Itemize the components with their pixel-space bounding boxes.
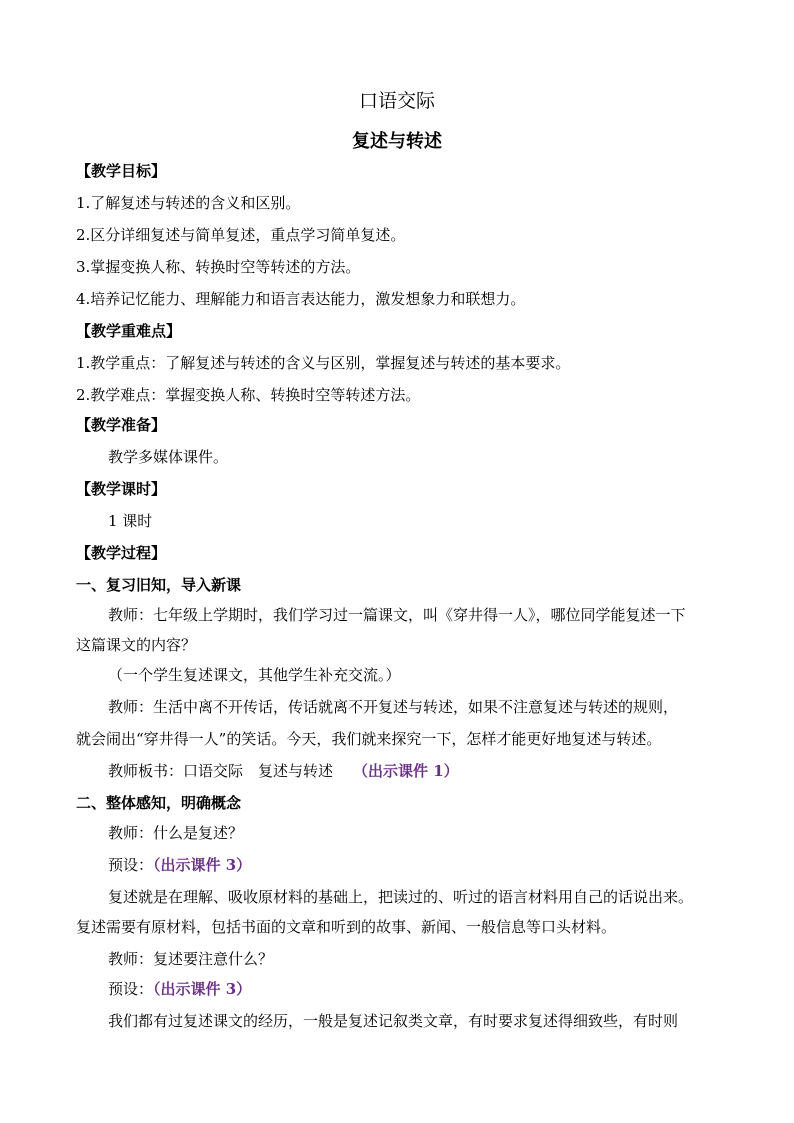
heading-goals: 【教学目标】 [76,162,167,180]
goal-item: 4.培养记忆能力、理解能力和语言表达能力，激发想象力和联想力。 [76,290,526,308]
class-hours-text: 1 课时 [108,512,153,530]
goal-item: 3.掌握变换人称、转换时空等转述的方法。 [76,258,361,276]
courseware-note: （出示课件 3） [153,980,252,998]
paragraph-line: 我们都有过复述课文的经历，一般是复述记叙类文章，有时要求复述得细致些，有时则 [108,1012,679,1030]
preset-label: 预设： [108,980,154,998]
section-2-heading: 二、整体感知，明确概念 [76,794,242,812]
preset-line [108,854,251,876]
key-point-item: 1.教学重点：了解复述与转述的含义与区别，掌握复述与转述的基本要求。 [76,354,571,372]
preset-label: 预设： [108,856,154,874]
preparation-text: 教学多媒体课件。 [108,448,229,466]
paragraph-line: 教师：生活中离不开传话，传话就离不开复述与转述，如果不注意复述与转述的规则， [108,698,679,716]
preset-line [108,978,251,1000]
heading-preparation: 【教学准备】 [76,416,167,434]
paragraph-line: 复述需要有原材料，包括书面的文章和听到的故事、新闻、一般信息等口头材料。 [76,918,617,936]
doc-title: 口语交际 [358,90,435,112]
paragraph-line: 复述就是在理解、吸收原材料的基础上，把读过的、听过的语言材料用自己的话说出来。 [108,888,694,906]
board-writing-text: 教师板书：口语交际 复述与转述 [108,762,334,780]
heading-class-hours: 【教学课时】 [76,480,167,498]
key-point-item: 2.教学难点：掌握变换人称、转换时空等转述方法。 [76,386,421,404]
paragraph-line: 就会闹出“穿井得一人”的笑话。今天，我们就来探究一下，怎样才能更好地复述与转述。 [76,730,662,748]
paragraph-line: （一个学生复述课文，其他学生补充交流。） [108,666,401,684]
goal-item: 2.区分详细复述与简单复述，重点学习简单复述。 [76,226,406,244]
courseware-note: （出示课件 1） [353,762,459,780]
doc-subtitle: 复述与转述 [352,131,442,152]
paragraph-line: 教师：七年级上学期时，我们学习过一篇课文，叫《穿井得一人》，哪位同学能复述一下 [108,606,686,624]
board-writing-line [108,760,459,782]
goal-item: 1.了解复述与转述的含义和区别。 [76,194,301,212]
courseware-note: （出示课件 3） [153,856,252,874]
section-1-heading: 一、复习旧知，导入新课 [76,576,242,594]
paragraph-line: 教师：复述要注意什么？ [108,950,274,968]
heading-key-points: 【教学重难点】 [76,322,182,340]
paragraph-line: 教师：什么是复述？ [108,824,244,842]
paragraph-line: 这篇课文的内容？ [76,636,197,654]
heading-process: 【教学过程】 [76,544,167,562]
